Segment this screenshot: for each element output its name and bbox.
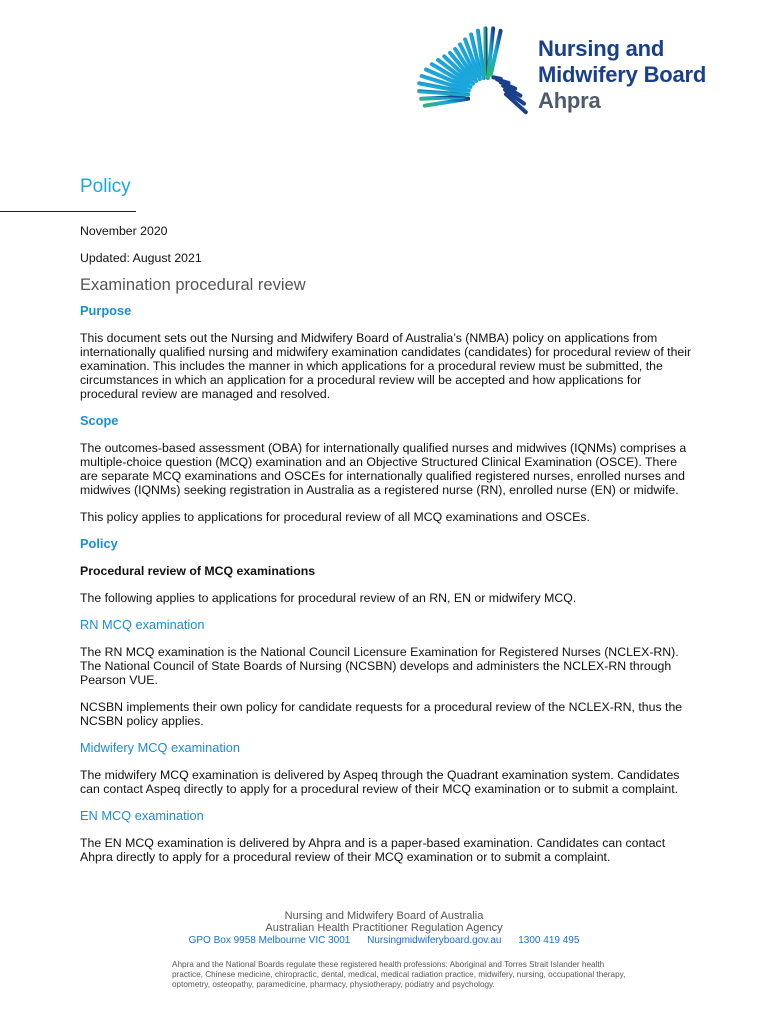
logo-line-2: Midwifery Board xyxy=(538,62,707,87)
en-paragraph: The EN MCQ examination is delivered by Ahpra and is a paper-based examination. Candidates can contact Ahpra directly to apply for a procedural review of their MCQ examination or to submit a complaint. xyxy=(80,836,666,864)
footer-org-name: Nursing and Midwifery Board of Australia xyxy=(284,910,484,922)
logo-line-3: Ahpra xyxy=(538,88,601,113)
footer-website-link[interactable]: Nursingmidwiferyboard.gov.au xyxy=(367,935,502,946)
document-date: November 2020 xyxy=(80,224,168,238)
rn-paragraph-1: The RN MCQ examination is the National Council Licensure Examination for Registered Nurses (NCLEX-RN). The National Council of State Boards of Nursing (NCSBN) develops and administers the NCLEX-RN through Pearson VUE. xyxy=(80,645,679,687)
scope-paragraph-1: The outcomes-based assessment (OBA) for internationally qualified nurses and midwives (IQNMs) comprises a multiple-choice question (MCQ) examination and an Objective Structured Clinical Examination (OSCE). There are separate MCQ examinations and OSCEs for internationally qualified registered nurses, enrolled nurses and midwives (IQNMs) seeking registration in Australia as a registered nurse (RN), enrolled nurse (EN) or midwife. xyxy=(80,441,687,497)
policy-section-heading: Policy xyxy=(80,536,118,551)
mcq-review-subheading: Procedural review of MCQ examinations xyxy=(80,564,316,578)
nmba-logo xyxy=(400,18,740,128)
heading-divider xyxy=(0,211,136,212)
document-title: Examination procedural review xyxy=(80,276,306,294)
footer-disclaimer: Ahpra and the National Boards regulate these registered health professions: Aboriginal and Torres Strait Islander health practice, Chinese medicine, chiropractic, dental, medical, medical radiation practice, midwifery, nursing, occupational therapy, optometry, osteopathy, paramedicine, pharmacy, physiotherapy, podiatry and psychology. xyxy=(172,960,626,989)
fan-logo-icon xyxy=(400,18,532,126)
mcq-intro-paragraph: The following applies to applications for procedural review of an RN, EN or midwifery MCQ. xyxy=(80,591,577,605)
page-footer xyxy=(0,910,768,947)
footer-contact xyxy=(0,935,768,947)
purpose-paragraph: This document sets out the Nursing and Midwifery Board of Australia’s (NMBA) policy on applications from internationally qualified nursing and midwifery examination candidates (candidates) for procedural review of their examination. This includes the manner in which applications for a procedural review must be submitted, the circumstances in which an application for a procedural review will be accepted and how applications for procedural review are managed and resolved. xyxy=(80,331,692,401)
rn-paragraph-2: NCSBN implements their own policy for candidate requests for a procedural review of the NCLEX-RN, thus the NCSBN policy applies. xyxy=(80,700,683,728)
logo-line-1: Nursing and xyxy=(538,36,665,61)
logo-wordmark xyxy=(538,36,706,114)
footer-agency-name: Australian Health Practitioner Regulation Agency xyxy=(265,922,503,934)
scope-paragraph-2: This policy applies to applications for procedural review of all MCQ examinations and OSCEs. xyxy=(80,510,590,524)
purpose-heading: Purpose xyxy=(80,303,132,318)
updated-date: Updated: August 2021 xyxy=(80,251,202,265)
footer-address: GPO Box 9958 Melbourne VIC 3001 xyxy=(188,935,351,946)
en-mcq-heading: EN MCQ examination xyxy=(80,808,204,823)
policy-heading: Policy xyxy=(80,176,131,197)
document-body xyxy=(80,224,696,877)
midwifery-mcq-heading: Midwifery MCQ examination xyxy=(80,740,241,755)
rn-mcq-heading: RN MCQ examination xyxy=(80,617,205,632)
midwifery-paragraph: The midwifery MCQ examination is delivered by Aspeq through the Quadrant examination system. Candidates can contact Aspeq directly to apply for a procedural review of their MCQ examination or to submit a complaint. xyxy=(80,768,680,796)
footer-phone: 1300 419 495 xyxy=(518,935,580,946)
scope-heading: Scope xyxy=(80,413,119,428)
